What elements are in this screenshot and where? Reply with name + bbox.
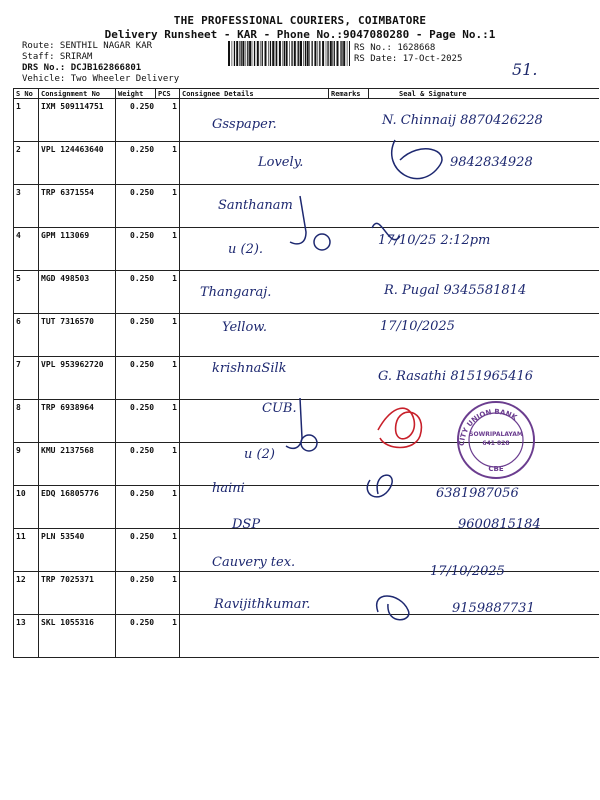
row-sno: 13 xyxy=(14,615,39,658)
row-pcs: 1 xyxy=(156,400,180,443)
row-sno: 1 xyxy=(14,99,39,142)
row-sno: 3 xyxy=(14,185,39,228)
row-remarks-cell xyxy=(329,357,369,400)
barcode-bar xyxy=(270,41,271,66)
row-consignment: GPM 113069 xyxy=(39,228,116,271)
col-pcs: PCS xyxy=(156,89,180,99)
stamp-code-text: 641 028 xyxy=(482,440,510,447)
handwritten-signature: G. Rasathi 8151965416 xyxy=(378,369,534,384)
barcode-bar xyxy=(343,41,345,66)
barcode-bar xyxy=(327,41,328,66)
row-pcs: 1 xyxy=(156,572,180,615)
handwritten-signature: 9159887731 xyxy=(452,601,535,616)
row-consignee-cell xyxy=(180,572,329,615)
barcode-bar xyxy=(286,41,288,66)
row-consignee-cell xyxy=(180,314,329,357)
table-row xyxy=(14,142,599,185)
barcode-bar xyxy=(228,41,230,66)
barcode-bar xyxy=(309,41,310,66)
barcode-bar xyxy=(275,41,276,66)
table-row xyxy=(14,486,599,529)
row-weight: 0.250 xyxy=(116,572,156,615)
row-signature-cell xyxy=(369,185,599,228)
handwritten-signature: R. Pugal 9345581814 xyxy=(384,283,527,298)
row-pcs: 1 xyxy=(156,357,180,400)
barcode-bar xyxy=(318,41,319,66)
table-row xyxy=(14,314,599,357)
barcode-bar xyxy=(303,41,304,66)
barcode-bar xyxy=(326,41,327,66)
row-sno: 6 xyxy=(14,314,39,357)
barcode-bar xyxy=(283,41,284,66)
barcode-bar xyxy=(262,41,263,66)
row-signature-cell xyxy=(369,228,599,271)
table-row xyxy=(14,271,599,314)
handwritten-signature: N. Chinnaij 8870426228 xyxy=(382,113,543,128)
barcode-bar xyxy=(239,41,240,66)
table-row xyxy=(14,228,599,271)
barcode-bar xyxy=(265,41,267,66)
row-signature-cell xyxy=(369,271,599,314)
row-consignee-cell xyxy=(180,615,329,658)
col-weight: Weight xyxy=(116,89,156,99)
barcode-bar xyxy=(246,41,247,66)
row-pcs: 1 xyxy=(156,185,180,228)
row-sno: 11 xyxy=(14,529,39,572)
row-weight: 0.250 xyxy=(116,400,156,443)
row-weight: 0.250 xyxy=(116,615,156,658)
row-consignment: TUT 7316570 xyxy=(39,314,116,357)
row-weight: 0.250 xyxy=(116,314,156,357)
handwritten-consignee: Lovely. xyxy=(258,155,304,170)
row-consignment: EDQ 16805776 xyxy=(39,486,116,529)
row-consignee-cell xyxy=(180,142,329,185)
barcode-bar xyxy=(300,41,302,66)
handwritten-signature: 17/10/25 2:12pm xyxy=(378,233,491,248)
row-weight: 0.250 xyxy=(116,529,156,572)
route-label: Route: SENTHIL NAGAR KAR xyxy=(22,41,153,51)
table-row xyxy=(14,572,599,615)
row-signature-cell xyxy=(369,486,599,529)
handwritten-signature: 17/10/2025 xyxy=(430,564,505,579)
barcode-bar xyxy=(232,41,233,66)
barcode-bar xyxy=(242,41,244,66)
row-sno: 10 xyxy=(14,486,39,529)
barcode-bar xyxy=(249,41,251,66)
barcode-bar xyxy=(279,41,281,66)
barcode-bar xyxy=(236,41,238,66)
handwritten-consignee: Ravijithkumar. xyxy=(214,597,311,612)
barcode-bar xyxy=(289,41,290,66)
row-signature-cell xyxy=(369,314,599,357)
handwritten-signature: 6381987056 xyxy=(436,486,519,501)
barcode-bar xyxy=(347,41,348,66)
row-consignment: TRP 6371554 xyxy=(39,185,116,228)
row-signature-cell xyxy=(369,615,599,658)
row-signature-cell xyxy=(369,443,599,486)
row-signature-cell xyxy=(369,142,599,185)
runsheet-line: Delivery Runsheet - KAR - Phone No.:9047080280 - Page No.:1 xyxy=(104,28,496,41)
row-pcs: 1 xyxy=(156,142,180,185)
table-row xyxy=(14,615,599,658)
row-consignee-cell xyxy=(180,529,329,572)
row-remarks-cell xyxy=(329,486,369,529)
handwritten-consignee: krishnaSilk xyxy=(212,361,287,376)
row-pcs: 1 xyxy=(156,314,180,357)
row-pcs: 1 xyxy=(156,271,180,314)
handwritten-consignee: u (2) xyxy=(244,447,275,462)
row-consignee-cell xyxy=(180,99,329,142)
row-remarks-cell xyxy=(329,314,369,357)
barcode-bar xyxy=(332,41,333,66)
col-signature: Seal & Signature xyxy=(369,89,599,99)
barcode-bar xyxy=(234,41,235,66)
barcode-bar xyxy=(268,41,269,66)
row-consignee-cell xyxy=(180,271,329,314)
handwritten-signature: 9600815184 xyxy=(458,517,541,532)
barcode-bar xyxy=(252,41,253,66)
stamp-bottom-text: CBE xyxy=(488,465,504,473)
row-sno: 12 xyxy=(14,572,39,615)
table-row xyxy=(14,529,599,572)
row-pcs: 1 xyxy=(156,228,180,271)
row-weight: 0.250 xyxy=(116,228,156,271)
rs-date: RS Date: 17-Oct-2025 xyxy=(354,54,463,64)
row-remarks-cell xyxy=(329,615,369,658)
handwritten-consignee: Gsspaper. xyxy=(212,117,277,132)
handwritten-signature: 17/10/2025 xyxy=(380,319,455,334)
staff-label: Staff: SRIRAM xyxy=(22,52,93,62)
vehicle-label: Vehicle: Two Wheeler Delivery xyxy=(22,74,180,84)
rs-number: RS No.: 1628668 xyxy=(354,43,436,53)
table-row xyxy=(14,357,599,400)
handwritten-signature: 9842834928 xyxy=(450,155,533,170)
table-header-row xyxy=(14,89,599,99)
barcode-bar xyxy=(272,41,274,66)
row-consignment: TRP 7025371 xyxy=(39,572,116,615)
row-consignee-cell xyxy=(180,228,329,271)
stamp-middle-text: SOWRIPALAYAM xyxy=(469,431,523,438)
company-title: THE PROFESSIONAL COURIERS, COIMBATORE xyxy=(173,14,427,27)
handwritten-consignee: CUB. xyxy=(262,401,297,416)
barcode-bar xyxy=(340,41,341,66)
barcode-bar xyxy=(247,41,248,66)
barcode-bar xyxy=(294,41,296,66)
row-remarks-cell xyxy=(329,572,369,615)
row-consignee-cell xyxy=(180,185,329,228)
row-sno: 7 xyxy=(14,357,39,400)
row-pcs: 1 xyxy=(156,486,180,529)
row-sno: 9 xyxy=(14,443,39,486)
barcode-bar xyxy=(322,41,324,66)
row-consignment: KMU 2137568 xyxy=(39,443,116,486)
drs-number: DRS No.: DCJB162866801 xyxy=(22,63,142,73)
handwritten-consignee: Thangaraj. xyxy=(200,285,272,300)
row-signature-cell xyxy=(369,400,599,443)
barcode-bar xyxy=(314,41,316,66)
row-weight: 0.250 xyxy=(116,185,156,228)
row-pcs: 1 xyxy=(156,529,180,572)
barcode-bar xyxy=(307,41,309,66)
row-sno: 4 xyxy=(14,228,39,271)
row-remarks-cell xyxy=(329,529,369,572)
barcode-bar xyxy=(284,41,285,66)
barcode-bar xyxy=(312,41,313,66)
runsheet-table xyxy=(13,88,599,658)
col-consignee: Consignee Details xyxy=(180,89,329,99)
row-pcs: 1 xyxy=(156,443,180,486)
handwritten-count: 51. xyxy=(512,60,538,79)
row-consignment: TRP 6938964 xyxy=(39,400,116,443)
stamp-top-text: CITY UNION BANK xyxy=(457,407,519,447)
barcode-bar xyxy=(319,41,320,66)
handwritten-consignee: u (2). xyxy=(228,242,264,257)
row-signature-cell xyxy=(369,99,599,142)
barcode-bar xyxy=(241,41,242,66)
barcode-bar xyxy=(330,41,332,66)
barcode-bar xyxy=(349,41,350,66)
row-signature-cell xyxy=(369,357,599,400)
row-weight: 0.250 xyxy=(116,99,156,142)
handwritten-consignee: DSP xyxy=(232,517,261,532)
row-pcs: 1 xyxy=(156,99,180,142)
row-weight: 0.250 xyxy=(116,271,156,314)
row-consignment: SKL 1055316 xyxy=(39,615,116,658)
row-consignment: VPL 124463640 xyxy=(39,142,116,185)
col-sno: S No xyxy=(14,89,39,99)
row-signature-cell xyxy=(369,529,599,572)
row-consignee-cell xyxy=(180,486,329,529)
row-sno: 2 xyxy=(14,142,39,185)
table-row xyxy=(14,443,599,486)
barcode-bar xyxy=(334,41,335,66)
table-row xyxy=(14,99,599,142)
table-row xyxy=(14,400,599,443)
row-sno: 5 xyxy=(14,271,39,314)
row-consignee-cell xyxy=(180,400,329,443)
handwritten-consignee: Yellow. xyxy=(222,320,268,335)
row-weight: 0.250 xyxy=(116,142,156,185)
barcode-bar xyxy=(260,41,261,66)
handwritten-consignee: Cauvery tex. xyxy=(212,555,296,570)
row-weight: 0.250 xyxy=(116,486,156,529)
col-remarks: Remarks xyxy=(329,89,369,99)
barcode-bar xyxy=(341,41,342,66)
col-consignment: Consignment No xyxy=(39,89,116,99)
handwritten-consignee: Santhanam xyxy=(218,198,293,213)
handwritten-consignee: haini xyxy=(212,481,245,496)
row-signature-cell xyxy=(369,572,599,615)
barcode-bar xyxy=(257,41,259,66)
barcode-bar xyxy=(337,41,339,66)
row-remarks-cell xyxy=(329,228,369,271)
row-remarks-cell xyxy=(329,185,369,228)
row-sno: 8 xyxy=(14,400,39,443)
table-row xyxy=(14,185,599,228)
barcode-bar xyxy=(276,41,277,66)
barcode-bar xyxy=(291,41,292,66)
barcode-bar xyxy=(298,41,299,66)
row-remarks-cell xyxy=(329,443,369,486)
row-consignment: MGD 498503 xyxy=(39,271,116,314)
barcode-bar xyxy=(305,41,306,66)
row-consignment: VPL 953962720 xyxy=(39,357,116,400)
row-consignment: PLN 53540 xyxy=(39,529,116,572)
row-consignee-cell xyxy=(180,357,329,400)
row-weight: 0.250 xyxy=(116,443,156,486)
row-consignment: IXM 509114751 xyxy=(39,99,116,142)
row-remarks-cell xyxy=(329,400,369,443)
row-remarks-cell xyxy=(329,271,369,314)
row-weight: 0.250 xyxy=(116,357,156,400)
row-remarks-cell xyxy=(329,142,369,185)
row-remarks-cell xyxy=(329,99,369,142)
row-pcs: 1 xyxy=(156,615,180,658)
barcode-bar xyxy=(254,41,255,66)
barcode xyxy=(228,41,350,66)
barcode-bar xyxy=(297,41,298,66)
row-consignee-cell xyxy=(180,443,329,486)
